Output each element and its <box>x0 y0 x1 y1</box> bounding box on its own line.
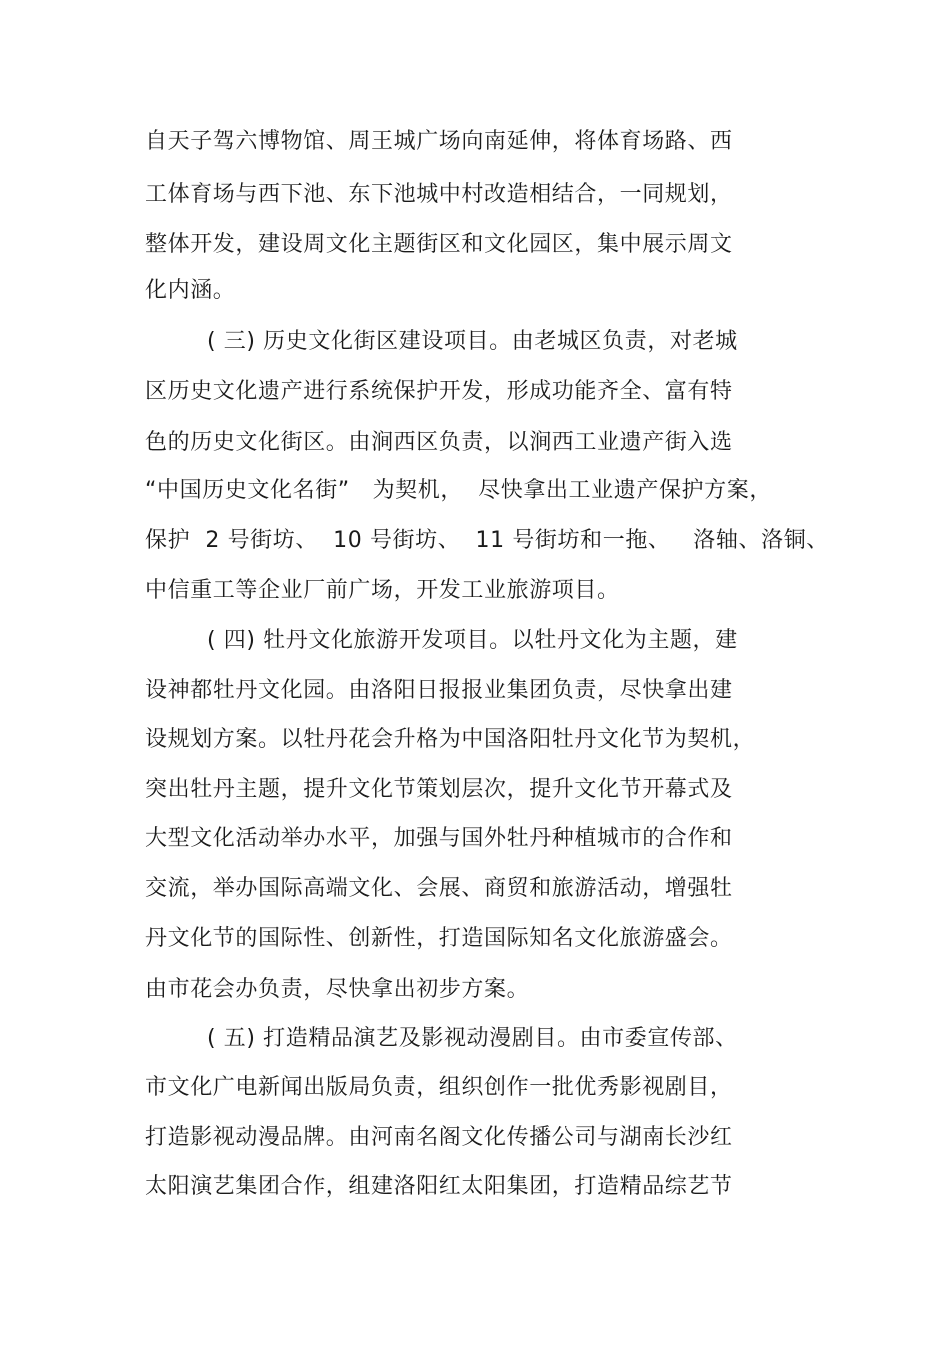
text-line: 交流，举办国际高端文化、会展、商贸和旅游活动，增强牡 <box>145 876 733 901</box>
text-line: 丹文化节的国际性、创新性，打造国际知名文化旅游盛会。 <box>145 926 733 951</box>
text-line: 大型文化活动举办水平，加强与国外牡丹种植城市的合作和 <box>145 826 733 851</box>
text-line: 市文化广电新闻出版局负责，组织创作一批优秀影视剧目， <box>145 1075 733 1100</box>
text-line: 化内涵。 <box>145 278 236 303</box>
text-line: 自天子驾六博物馆、周王城广场向南延伸，将体育场路、西 <box>145 129 733 154</box>
text-line: 整体开发，建设周文化主题街区和文化园区，集中展示周文 <box>145 232 733 257</box>
text-line: 中信重工等企业厂前广场，开发工业旅游项目。 <box>145 578 620 603</box>
section-heading-line: ( 三) 历史文化街区建设项目。由老城区负责，对老城 <box>207 329 738 354</box>
text-line: 打造影视动漫品牌。由河南名阁文化传播公司与湖南长沙红 <box>145 1125 733 1150</box>
text-line: 突出牡丹主题，提升文化节策划层次，提升文化节开幕式及 <box>145 777 733 802</box>
text-line: 设规划方案。以牡丹花会升格为中国洛阳牡丹文化节为契机， <box>145 727 756 752</box>
section-heading-line: ( 四) 牡丹文化旅游开发项目。以牡丹文化为主题，建 <box>207 628 738 653</box>
text-line: 工体育场与西下池、东下池城中村改造相结合，一同规划， <box>145 182 733 207</box>
text-line: 设神都牡丹文化园。由洛阳日报报业集团负责，尽快拿出建 <box>145 678 733 703</box>
text-line: 区历史文化遗产进行系统保护开发，形成功能齐全、富有特 <box>145 379 733 404</box>
text-line: 太阳演艺集团合作，组建洛阳红太阳集团，打造精品综艺节 <box>145 1174 733 1199</box>
text-line: 色的历史文化街区。由涧西区负责，以涧西工业遗产街入选 <box>145 430 733 455</box>
text-line: 由市花会办负责，尽快拿出初步方案。 <box>145 977 530 1002</box>
text-line: “中国历史文化名街” 为契机， 尽快拿出工业遗产保护方案， <box>145 478 772 503</box>
section-heading-line: ( 五) 打造精品演艺及影视动漫剧目。由市委宣传部、 <box>207 1026 738 1051</box>
text-line: 保护 2 号街坊、 10 号街坊、 11 号街坊和一拖、 洛轴、洛铜、 <box>145 528 829 553</box>
